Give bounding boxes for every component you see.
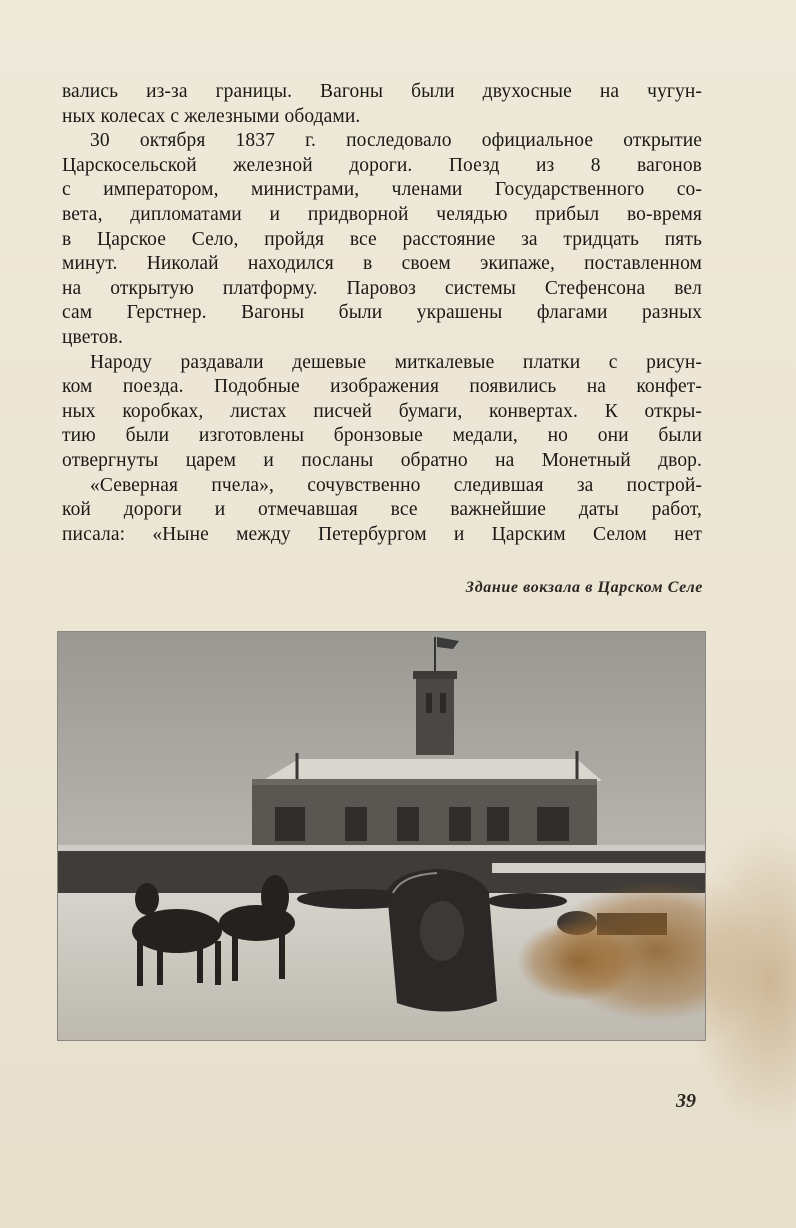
text-line: с императором, министрами, членами Государственного со- (62, 179, 702, 201)
text-line: вались из-за границы. Вагоны были двухосные на чугун- (62, 81, 702, 102)
text-line: Народу раздавали дешевые миткалевые платки с рисун- (90, 351, 702, 373)
text-line: «Северная пчела», сочувственно следившая за построй- (90, 474, 702, 496)
text-line: 30 октября 1837 г. последовало официальное открытие (90, 130, 702, 152)
text-line: на открытую платформу. Паровоз системы Стефенсона вел (62, 277, 702, 299)
text-line: ных колесах с железными ободами. (62, 105, 361, 127)
text-line: кой дороги и отмечавшая все важнейшие даты работ, (62, 499, 702, 521)
station-photo-illustration (57, 631, 706, 1041)
figure-caption: Здание вокзала в Царском Селе (465, 579, 703, 596)
body-text (62, 80, 702, 547)
text-line: отвергнуты царем и посланы обратно на Монетный двор. (62, 449, 702, 471)
paragraph-1 (62, 80, 702, 129)
text-line: ком поезда. Подобные изображения появились на конфет- (62, 376, 702, 398)
text-line: ных коробках, листах писчей бумаги, конвертах. К откры- (62, 400, 702, 422)
text-line: Царскосельской железной дороги. Поезд из 8 вагонов (62, 154, 702, 176)
text-line: вета, дипломатами и придворной челядью прибыл во-время (62, 203, 702, 225)
text-line: минут. Николай находился в своем экипаже, поставленном (62, 253, 702, 275)
text-line: тию были изготовлены бронзовые медали, но они были (62, 425, 702, 447)
text-line: цветов. (62, 326, 123, 348)
text-line: в Царское Село, пройдя все расстояние за тридцать пять (62, 228, 702, 250)
text-line: сам Герстнер. Вагоны были украшены флагами разных (62, 302, 702, 324)
page-number: 39 (676, 1090, 696, 1112)
station-photo (57, 631, 706, 1041)
paragraph-2 (62, 129, 702, 350)
paragraph-3 (62, 351, 702, 548)
text-line: писала: «Ныне между Петербургом и Царским Селом нет (62, 523, 702, 545)
